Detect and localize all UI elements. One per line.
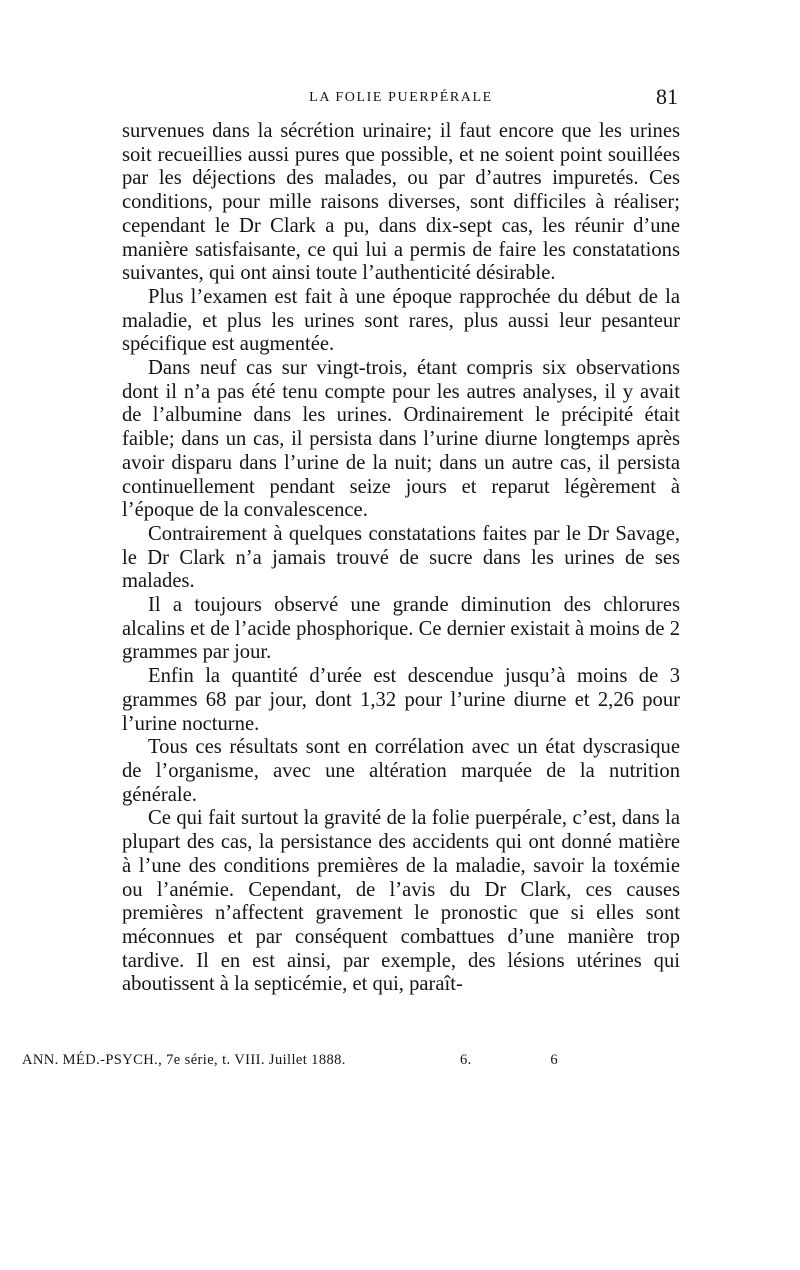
paragraph: Plus l’examen est fait à une époque rapprochée du début de la maladie, et plus les urines sont rares, plus aussi leur pesanteur spécifique est augmentée. — [122, 285, 680, 356]
running-title: LA FOLIE PUERPÉRALE — [309, 90, 493, 105]
footer-signature-2: 6 — [550, 1052, 558, 1068]
body-text — [122, 120, 680, 997]
paragraph: Il a toujours observé une grande diminution des chlorures alcalins et de l’acide phosphorique. Ce dernier existait à moins de 2 grammes par jour. — [122, 594, 680, 664]
paragraph: Enfin la quantité d’urée est descendue jusqu’à moins de 3 grammes 68 par jour, dont 1,32 pour l’urine diurne et 2,26 pour l’urine nocturne. — [122, 665, 680, 735]
paragraph: Ce qui fait surtout la gravité de la folie puerpérale, c’est, dans la plupart des cas, la persistance des accidents qui ont donné matière à l’une des conditions premières de la maladie, savoir la toxémie ou l’anémie. Cependant, de l’avis du Dr Clark, ces causes premières n’affectent gravement le pronostic que si elles sont méconnues et par conséquent combattues d’une manière trop tardive. Il en est ainsi, par exemple, des lésions utérines qui aboutissent à la septicémie, et qui, paraît- — [122, 807, 680, 996]
page-number: 81 — [656, 84, 678, 109]
document-page — [122, 84, 680, 997]
paragraph: Tous ces résultats sont en corrélation avec un état dyscrasique de l’organisme, avec une altération marquée de la nutrition générale. — [122, 736, 680, 806]
page-footer — [22, 1052, 558, 1076]
footer-journal-line: ANN. MÉD.-PSYCH., 7e série, t. VIII. Juillet 1888. — [22, 1052, 346, 1068]
running-head — [122, 84, 680, 118]
footer-signature: 6. — [460, 1052, 472, 1068]
paragraph: Dans neuf cas sur vingt-trois, étant compris six observations dont il n’a pas été tenu compte pour les autres analyses, il y avait de l’albumine dans les urines. Ordinairement le précipité était faible; dans un cas, il persista dans l’urine diurne longtemps après avoir disparu dans l’urine de la nuit; dans un autre cas, il persista continuellement pendant seize jours et reparut légèrement à l’époque de la convalescence. — [122, 357, 680, 522]
paragraph: survenues dans la sécrétion urinaire; il faut encore que les urines soit recueillies aussi pures que possible, et ne soient point souillées par les déjections des malades, ou par d’autres impuretés. Ces conditions, pour mille raisons diverses, sont difficiles à réaliser; cependant le Dr Clark a pu, dans dix-sept cas, les réunir d’une manière satisfaisante, ce qui lui a permis de faire les constatations suivantes, qui ont ainsi toute l’authenticité désirable. — [122, 120, 680, 285]
paragraph: Contrairement à quelques constatations faites par le Dr Savage, le Dr Clark n’a jamais trouvé de sucre dans les urines de ses malades. — [122, 522, 680, 593]
